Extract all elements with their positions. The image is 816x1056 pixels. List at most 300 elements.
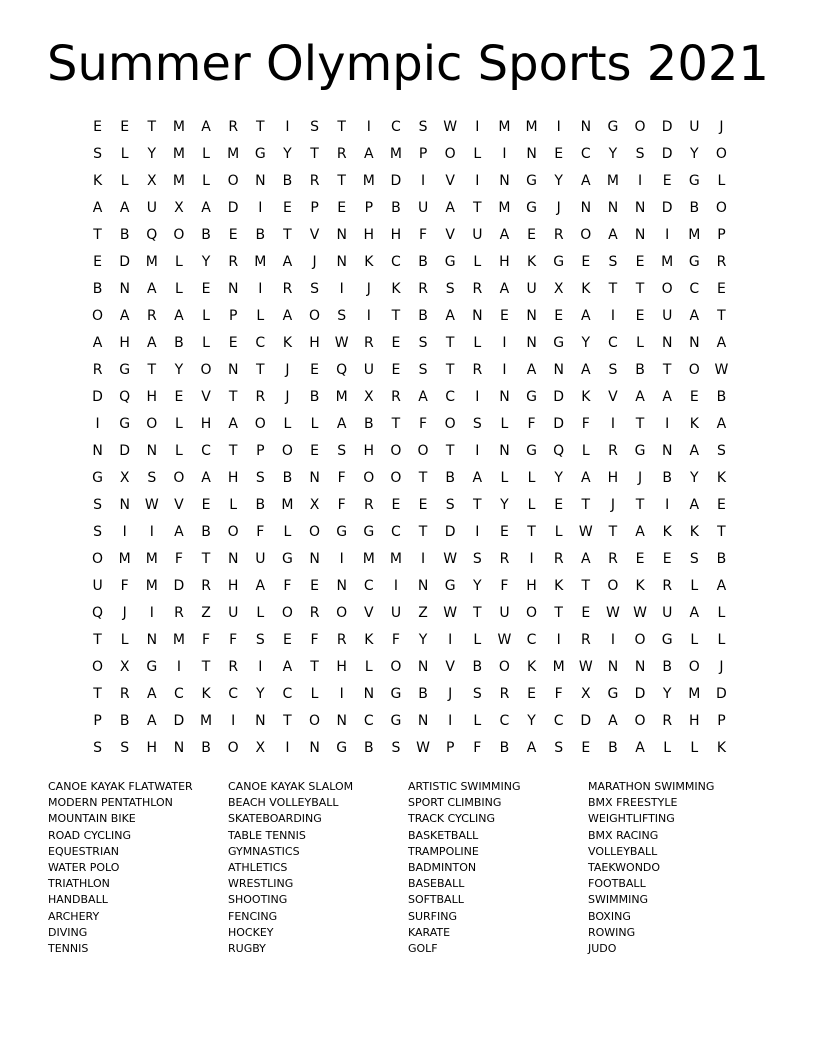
- grid-letter: Y: [527, 713, 536, 729]
- word-item: ROWING: [588, 925, 636, 939]
- grid-letter: E: [337, 200, 347, 216]
- grid-letter: Y: [690, 146, 699, 162]
- grid-letter: V: [445, 659, 455, 675]
- grid-letter: I: [529, 551, 534, 567]
- grid-letter: R: [580, 632, 591, 648]
- grid-letter: O: [607, 578, 619, 594]
- grid-letter: O: [363, 470, 375, 486]
- grid-letter: Y: [662, 686, 672, 702]
- word-item: RUGBY: [228, 942, 266, 956]
- grid-letter: D: [390, 173, 402, 189]
- grid-letter: A: [282, 308, 293, 324]
- word-item: FOOTBALL: [588, 877, 646, 891]
- grid-letter: R: [716, 254, 727, 270]
- grid-letter: C: [363, 578, 374, 594]
- grid-letter: U: [662, 605, 673, 621]
- grid-letter: K: [364, 254, 374, 270]
- grid-letter: L: [202, 335, 210, 351]
- grid-letter: M: [661, 254, 674, 270]
- grid-letter: A: [445, 308, 455, 324]
- grid-letter: G: [607, 686, 619, 702]
- grid-letter: L: [120, 632, 129, 648]
- grid-letter: E: [93, 254, 102, 270]
- grid-letter: B: [201, 524, 211, 540]
- grid-letter: S: [147, 470, 157, 486]
- grid-letter: N: [119, 281, 130, 297]
- grid-letter: M: [362, 173, 375, 189]
- grid-letter: P: [364, 200, 374, 216]
- grid-letter: O: [92, 659, 104, 675]
- grid-letter: F: [229, 632, 238, 648]
- grid-letter: G: [688, 254, 700, 270]
- grid-letter: N: [146, 632, 158, 648]
- grid-letter: I: [502, 146, 507, 162]
- grid-letter: O: [281, 605, 293, 621]
- grid-letter: H: [607, 470, 619, 486]
- grid-letter: E: [635, 308, 645, 324]
- word-item: GYMNASTICS: [228, 844, 300, 858]
- grid-letter: F: [174, 551, 183, 567]
- grid-letter: A: [526, 740, 537, 756]
- grid-letter: E: [500, 308, 509, 324]
- grid-letter: T: [445, 335, 455, 351]
- grid-letter: L: [229, 497, 238, 513]
- grid-letter: T: [608, 281, 618, 297]
- grid-letter: I: [610, 416, 615, 432]
- grid-letter: F: [391, 632, 400, 648]
- grid-letter: T: [147, 119, 157, 135]
- grid-letter: E: [662, 551, 672, 567]
- grid-letter: I: [339, 551, 344, 567]
- grid-letter: I: [475, 173, 480, 189]
- grid-letter: N: [336, 227, 347, 243]
- grid-letter: T: [147, 362, 157, 378]
- grid-letter: D: [444, 524, 456, 540]
- grid-letter: M: [389, 551, 402, 567]
- grid-letter: E: [310, 362, 319, 378]
- grid-letter: G: [336, 740, 348, 756]
- grid-letter: M: [172, 119, 185, 135]
- grid-letter: M: [498, 200, 511, 216]
- grid-letter: M: [145, 254, 158, 270]
- grid-letter: I: [665, 497, 670, 513]
- grid-letter: S: [391, 740, 401, 756]
- grid-letter: I: [610, 632, 615, 648]
- grid-letter: J: [610, 497, 615, 513]
- grid-letter: O: [227, 524, 239, 540]
- grid-letter: E: [717, 497, 726, 513]
- word-item: MODERN PENTATHLON: [48, 796, 173, 810]
- grid-letter: N: [417, 659, 429, 675]
- grid-letter: Q: [92, 605, 104, 621]
- word-item: GOLF: [408, 942, 438, 956]
- grid-letter: U: [689, 119, 700, 135]
- grid-letter: G: [526, 200, 537, 216]
- grid-letter: O: [580, 227, 592, 243]
- grid-letter: L: [473, 146, 482, 162]
- grid-row: [84, 195, 735, 222]
- grid-letter: W: [416, 740, 430, 756]
- grid-letter: B: [119, 713, 130, 729]
- grid-letter: N: [173, 740, 185, 756]
- grid-letter: C: [174, 686, 184, 702]
- grid-letter: H: [363, 227, 375, 243]
- grid-letter: A: [201, 470, 211, 486]
- grid-letter: I: [366, 119, 371, 135]
- word-item: ARTISTIC SWIMMING: [408, 780, 521, 793]
- grid-letter: A: [635, 524, 645, 540]
- grid-letter: B: [364, 740, 374, 756]
- grid-letter: N: [417, 578, 429, 594]
- grid-letter: C: [282, 686, 293, 702]
- grid-letter: S: [255, 632, 265, 648]
- grid-letter: T: [201, 659, 211, 675]
- grid-letter: N: [661, 335, 673, 351]
- grid-row: [84, 546, 735, 573]
- grid-letter: J: [366, 281, 371, 297]
- grid-letter: E: [500, 524, 509, 540]
- grid-letter: F: [256, 524, 265, 540]
- grid-letter: A: [174, 308, 184, 324]
- grid-letter: Y: [581, 335, 591, 351]
- grid-letter: P: [228, 308, 238, 324]
- grid-letter: I: [231, 713, 236, 729]
- grid-letter: H: [336, 659, 347, 675]
- grid-letter: T: [581, 497, 591, 513]
- grid-letter: E: [554, 146, 564, 162]
- grid-letter: E: [120, 119, 130, 135]
- grid-letter: J: [637, 470, 643, 486]
- grid-letter: N: [661, 443, 673, 459]
- grid-row: [84, 114, 735, 141]
- grid-letter: B: [472, 659, 483, 675]
- grid-letter: A: [445, 200, 455, 216]
- grid-letter: D: [119, 443, 131, 459]
- grid-letter: Y: [473, 578, 482, 594]
- grid-letter: E: [228, 227, 238, 243]
- grid-letter: A: [608, 227, 618, 243]
- grid-letter: C: [689, 281, 700, 297]
- grid-letter: D: [173, 578, 185, 594]
- grid-letter: A: [499, 227, 510, 243]
- grid-letter: A: [472, 470, 483, 486]
- grid-letter: O: [227, 173, 239, 189]
- grid-letter: A: [174, 524, 184, 540]
- grid-letter: A: [255, 578, 266, 594]
- grid-letter: M: [498, 119, 511, 135]
- grid-letter: Y: [147, 146, 157, 162]
- grid-letter: F: [527, 416, 536, 432]
- grid-letter: A: [92, 200, 103, 216]
- grid-letter: Q: [553, 443, 565, 459]
- grid-letter: W: [606, 605, 620, 621]
- grid-letter: N: [227, 281, 239, 297]
- grid-letter: W: [144, 497, 159, 513]
- grid-letter: N: [472, 308, 483, 324]
- grid-letter: A: [147, 686, 157, 702]
- grid-letter: A: [581, 308, 591, 324]
- grid-letter: T: [201, 551, 211, 567]
- word-item: TENNIS: [48, 942, 89, 956]
- word-item: SHOOTING: [228, 893, 288, 907]
- grid-letter: B: [635, 362, 645, 378]
- grid-letter: A: [716, 578, 727, 594]
- grid-letter: Y: [554, 470, 563, 486]
- grid-letter: T: [337, 119, 346, 135]
- grid-letter: A: [282, 254, 293, 270]
- grid-letter: N: [553, 362, 564, 378]
- grid-letter: A: [418, 389, 428, 405]
- grid-row: [84, 411, 735, 438]
- grid-letter: R: [174, 605, 184, 621]
- grid-letter: O: [92, 308, 104, 324]
- grid-letter: G: [336, 524, 348, 540]
- grid-letter: L: [256, 308, 265, 324]
- grid-letter: S: [689, 551, 699, 567]
- grid-letter: R: [228, 659, 239, 675]
- grid-letter: M: [688, 686, 701, 702]
- grid-letter: I: [610, 308, 615, 324]
- grid-letter: L: [581, 443, 590, 459]
- grid-letter: C: [608, 335, 618, 351]
- grid-letter: T: [391, 308, 401, 324]
- grid-letter: D: [634, 686, 646, 702]
- grid-letter: S: [337, 308, 347, 324]
- grid-letter: D: [553, 389, 565, 405]
- grid-letter: U: [472, 227, 483, 243]
- grid-letter: N: [634, 659, 646, 675]
- grid-letter: S: [445, 497, 455, 513]
- grid-letter: R: [336, 632, 347, 648]
- grid-letter: R: [363, 497, 374, 513]
- grid-letter: D: [553, 416, 565, 432]
- grid-letter: K: [635, 578, 645, 594]
- grid-letter: H: [309, 335, 320, 351]
- grid-letter: E: [554, 308, 564, 324]
- grid-letter: A: [499, 281, 510, 297]
- grid-letter: L: [717, 605, 726, 621]
- grid-letter: O: [146, 416, 158, 432]
- grid-letter: S: [93, 524, 102, 540]
- grid-letter: A: [119, 308, 130, 324]
- grid-letter: P: [445, 740, 455, 756]
- grid-letter: E: [527, 686, 536, 702]
- letter-grid: [84, 114, 735, 762]
- grid-letter: U: [499, 605, 510, 621]
- grid-letter: B: [364, 416, 374, 432]
- grid-letter: L: [690, 632, 699, 648]
- grid-letter: L: [283, 524, 292, 540]
- grid-letter: L: [500, 470, 509, 486]
- grid-letter: A: [689, 497, 700, 513]
- grid-letter: J: [719, 119, 724, 135]
- grid-letter: U: [92, 578, 103, 594]
- grid-letter: O: [309, 308, 321, 324]
- grid-letter: F: [554, 686, 563, 702]
- grid-letter: W: [443, 551, 458, 567]
- grid-letter: W: [578, 659, 593, 675]
- grid-letter: J: [312, 254, 317, 270]
- grid-letter: E: [581, 740, 591, 756]
- word-item: ARCHERY: [48, 909, 100, 923]
- grid-letter: F: [337, 497, 346, 513]
- grid-letter: M: [227, 146, 240, 162]
- grid-row: [84, 681, 735, 708]
- grid-row: [84, 357, 735, 384]
- grid-letter: B: [391, 200, 401, 216]
- grid-letter: N: [309, 740, 320, 756]
- grid-letter: W: [633, 605, 647, 621]
- grid-letter: C: [580, 146, 591, 162]
- grid-letter: L: [202, 146, 210, 162]
- grid-letter: N: [499, 389, 510, 405]
- grid-letter: I: [665, 227, 670, 243]
- grid-letter: T: [418, 470, 428, 486]
- grid-letter: M: [254, 254, 267, 270]
- word-item: SURFING: [408, 909, 458, 923]
- grid-letter: A: [282, 659, 293, 675]
- grid-letter: E: [527, 227, 536, 243]
- grid-letter: O: [173, 227, 185, 243]
- grid-letter: I: [258, 200, 263, 216]
- grid-letter: R: [472, 362, 483, 378]
- grid-letter: X: [553, 281, 564, 297]
- grid-letter: L: [473, 713, 482, 729]
- grid-letter: A: [581, 551, 591, 567]
- grid-letter: N: [526, 146, 537, 162]
- grid-letter: O: [200, 362, 212, 378]
- grid-letter: T: [228, 389, 238, 405]
- grid-letter: O: [309, 713, 321, 729]
- grid-letter: J: [285, 362, 290, 378]
- grid-letter: O: [715, 146, 727, 162]
- grid-letter: I: [149, 605, 154, 621]
- grid-row: [84, 438, 735, 465]
- grid-row: [84, 519, 735, 546]
- grid-letter: I: [475, 389, 480, 405]
- grid-letter: B: [418, 254, 428, 270]
- grid-letter: E: [283, 200, 292, 216]
- grid-letter: H: [526, 578, 537, 594]
- grid-letter: G: [444, 254, 456, 270]
- grid-letter: S: [93, 497, 102, 513]
- grid-letter: A: [635, 389, 645, 405]
- grid-letter: B: [174, 335, 184, 351]
- grid-letter: U: [390, 605, 402, 621]
- grid-row: [84, 222, 735, 249]
- grid-letter: W: [443, 119, 458, 135]
- grid-letter: A: [581, 362, 591, 378]
- grid-letter: K: [716, 740, 727, 756]
- grid-letter: E: [201, 281, 211, 297]
- grid-letter: I: [258, 659, 263, 675]
- grid-letter: F: [283, 578, 292, 594]
- grid-letter: L: [310, 686, 319, 702]
- grid-letter: F: [202, 632, 211, 648]
- word-item: KARATE: [408, 925, 451, 939]
- grid-letter: L: [717, 632, 726, 648]
- grid-letter: T: [527, 524, 536, 540]
- grid-letter: T: [256, 119, 265, 135]
- grid-letter: I: [637, 173, 643, 189]
- grid-letter: M: [172, 173, 185, 189]
- grid-letter: G: [661, 632, 673, 648]
- grid-letter: N: [146, 443, 158, 459]
- grid-row: [84, 249, 735, 276]
- grid-letter: E: [310, 578, 319, 594]
- grid-letter: W: [443, 605, 458, 621]
- grid-letter: A: [336, 416, 347, 432]
- grid-letter: M: [362, 551, 375, 567]
- grid-letter: T: [93, 632, 102, 648]
- grid-letter: S: [472, 416, 482, 432]
- grid-letter: A: [119, 200, 130, 216]
- grid-letter: N: [336, 578, 347, 594]
- grid-letter: E: [174, 389, 184, 405]
- grid-letter: R: [499, 551, 510, 567]
- grid-letter: E: [662, 173, 672, 189]
- grid-letter: R: [608, 551, 618, 567]
- grid-letter: N: [363, 686, 375, 702]
- grid-letter: O: [634, 119, 646, 135]
- grid-letter: B: [119, 227, 130, 243]
- grid-letter: X: [255, 740, 266, 756]
- grid-letter: W: [334, 335, 349, 351]
- grid-letter: C: [201, 443, 211, 459]
- grid-letter: K: [526, 254, 537, 270]
- grid-letter: A: [147, 713, 157, 729]
- grid-letter: L: [202, 173, 210, 189]
- word-item: TRAMPOLINE: [408, 844, 479, 858]
- grid-letter: D: [173, 713, 185, 729]
- grid-letter: K: [92, 173, 103, 189]
- grid-letter: C: [445, 389, 456, 405]
- grid-letter: C: [255, 335, 266, 351]
- grid-letter: D: [580, 713, 592, 729]
- grid-letter: R: [119, 686, 130, 702]
- grid-letter: A: [92, 335, 103, 351]
- grid-letter: U: [526, 281, 537, 297]
- grid-letter: N: [526, 335, 537, 351]
- grid-letter: O: [688, 659, 700, 675]
- grid-letter: B: [445, 470, 455, 486]
- grid-letter: Y: [201, 254, 211, 270]
- grid-letter: B: [282, 470, 293, 486]
- grid-letter: C: [391, 524, 401, 540]
- grid-letter: T: [310, 146, 319, 162]
- grid-letter: L: [527, 470, 536, 486]
- grid-letter: G: [553, 254, 565, 270]
- grid-letter: L: [175, 281, 183, 297]
- word-item: CANOE KAYAK SLALOM: [228, 780, 354, 793]
- grid-letter: A: [716, 416, 727, 432]
- grid-letter: G: [390, 713, 402, 729]
- grid-letter: I: [420, 551, 426, 567]
- grid-letter: M: [606, 173, 619, 189]
- grid-letter: M: [688, 227, 701, 243]
- grid-letter: F: [500, 578, 509, 594]
- grid-letter: N: [607, 659, 619, 675]
- grid-letter: B: [201, 740, 211, 756]
- grid-letter: K: [581, 281, 591, 297]
- grid-letter: A: [201, 119, 211, 135]
- word-item: VOLLEYBALL: [588, 844, 658, 858]
- grid-letter: L: [690, 578, 699, 594]
- grid-letter: V: [174, 497, 184, 513]
- grid-letter: H: [146, 389, 158, 405]
- grid-letter: R: [553, 227, 564, 243]
- grid-letter: P: [717, 227, 726, 243]
